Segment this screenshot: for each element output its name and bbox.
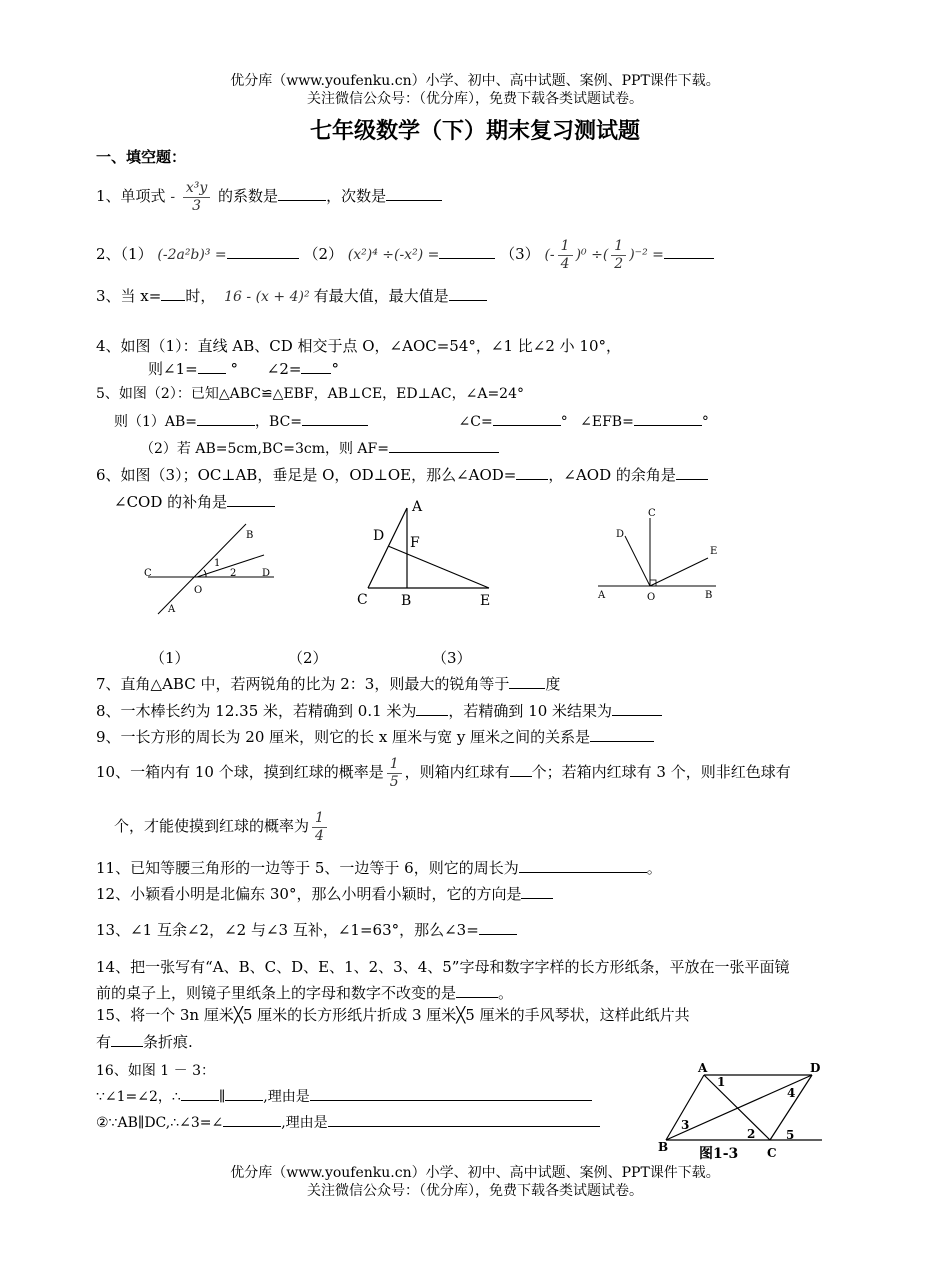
figure-2 [350,496,500,608]
section-heading: 一、填空题： [96,148,187,166]
q6-text-2: ∠COD 的补角是 [114,493,228,511]
q16-blank-1[interactable] [181,1086,219,1101]
q11-text-b: 。 [646,859,662,877]
q10-f1-den: 5 [389,773,399,790]
q6-blank-1[interactable] [516,465,548,480]
q2-blank-1[interactable] [227,244,299,259]
figure-caption-3: （3） [432,649,472,667]
q15-text-b: 条折痕. [143,1033,193,1051]
q16-text-b: ∥ [218,1089,226,1105]
fig1-label-d: D [262,568,271,579]
question-3 [96,286,487,307]
q2-f1-den: 4 [560,255,570,272]
q14-text-b: 。 [498,984,514,1002]
q7-text-b: 度 [545,675,561,693]
figure-1-3 [654,1058,826,1162]
q2-part2-label: （2） [303,245,343,263]
q3-text-c: 有最大值，最大值是 [313,287,449,305]
fig3-label-a: A [598,590,606,601]
q5-deg-efb: ° [701,414,709,430]
question-7 [96,674,560,694]
fig3-label-o: O [647,592,656,603]
q2-expr-3c: )⁻² = [629,247,664,263]
fig3-ray-oe [650,558,708,586]
figure-1 [140,518,280,618]
q2-f2-num: 1 [611,238,626,256]
q13-text: 13、∠1 互余∠2，∠2 与∠3 互补，∠1=63°，那么∠3= [96,921,479,939]
q1-number: 1、单项式 [96,187,166,205]
q7-text-a: 7、直角△ABC 中，若两锐角的比为 2：3，则最大的锐角等于 [96,675,510,693]
question-4-line-1: 4、如图（1）：直线 AB、CD 相交于点 O，∠AOC=54°，∠1 比∠2 小 10°， [96,337,621,355]
fig2-label-d: D [373,528,385,544]
question-15-line-2 [96,1032,193,1052]
q3-text-a: 3、当 x= [96,287,162,305]
fig2-label-f: F [410,535,420,551]
q2-blank-2[interactable] [439,244,495,259]
header-line-1: 优分库（www.youfenku.cn）小学、初中、高中试题、案例、PPT课件下载。 [230,73,720,89]
q10-text-b: ，则箱内红球有 [404,763,510,781]
question-4-line-2 [148,359,339,379]
question-9 [96,727,654,747]
q5-blank-efb[interactable] [634,411,702,426]
q1-denominator: 3 [192,197,202,214]
footer-line-1: 优分库（www.youfenku.cn）小学、初中、高中试题、案例、PPT课件下载。 [230,1165,720,1181]
q1-minus: - [170,189,176,205]
q10-text-c: 个；若箱内红球有 3 个，则非红色球有 [531,763,791,781]
fig13-label-5: 5 [786,1128,795,1142]
q10-text-a: 10、一箱内有 10 个球，摸到红球的概率是 [96,763,384,781]
q4-deg-2: ° [331,360,339,378]
fig1-label-o: O [194,585,203,596]
q16-blank-reason-2[interactable] [328,1112,600,1127]
page-title: 七年级数学（下）期末复习测试题 [309,118,640,144]
fig2-label-b: B [401,593,412,608]
q10-f2-num: 1 [312,810,327,828]
q4-blank-1[interactable] [198,359,226,374]
question-11 [96,858,662,878]
q7-blank[interactable] [509,674,545,689]
q15-blank[interactable] [111,1032,143,1047]
q5-text-b: ，BC= [255,414,303,430]
question-8 [96,701,662,721]
fig13-label-b: B [658,1140,669,1154]
q10-f1-num: 1 [387,756,402,774]
q10-fraction-1 [387,756,402,791]
header-line-2: 关注微信公众号：（优分库），免费下载各类试题试卷。 [307,91,643,107]
fig2-label-a: A [412,499,423,515]
question-10-line-2 [114,806,330,846]
q1-numerator: x³y [183,180,210,198]
q2-f2-den: 2 [614,255,624,272]
q5-blank-ab[interactable] [197,411,255,426]
q2-expr-3a: (- [544,247,555,263]
question-1 [96,176,442,217]
q12-blank[interactable] [521,884,553,899]
question-2 [96,236,714,273]
q12-text: 12、小颖看小明是北偏东 30°，那么小明看小颖时，它的方向是 [96,885,522,903]
question-10-line-1 [96,752,791,792]
q4-text-b: ∠2= [266,360,302,378]
fig3-label-c: C [648,508,656,519]
q1-blank-1[interactable] [278,186,326,201]
q8-blank-2[interactable] [612,701,662,716]
question-13 [96,920,517,940]
question-5-line-1: 5、如图（2）：已知△ABC≌△EBF，AB⊥CE，ED⊥AC，∠A=24° [96,386,524,402]
question-12 [96,884,553,904]
fig1-label-a: A [168,604,176,615]
q16-text-e: ,理由是 [281,1115,328,1131]
footer-line-2: 关注微信公众号：（优分库），免费下载各类试题试卷。 [307,1183,643,1199]
figure-caption-1: （1） [150,649,190,667]
q5-text-a: 则（1）AB= [114,414,198,430]
q2-expr-3b: )⁰ ÷( [575,247,609,263]
fig3-label-e: E [710,546,718,557]
question-16-line-1: 16、如图 1 － 3： [96,1063,215,1079]
question-14-line-2 [96,983,513,1003]
fig1-label-b: B [246,530,254,541]
fig13-label-1: 1 [717,1075,726,1089]
fig3-label-b: B [705,590,713,601]
fig13-label-4: 4 [787,1086,796,1100]
q2-part3-label: （3） [500,245,540,263]
fig13-label-d: D [810,1061,821,1075]
figure-3 [592,504,722,604]
q5-blank-af[interactable] [389,438,499,453]
q16-text-a: ∵∠1=∠2，∴ [96,1089,181,1105]
q11-text-a: 11、已知等腰三角形的一边等于 5、一边等于 6，则它的周长为 [96,859,519,877]
q6-text-b: ，∠AOD 的余角是 [548,466,676,484]
q15-text-a: 有 [96,1033,112,1051]
q2-fraction-1 [558,238,573,273]
question-16-line-2 [96,1086,592,1107]
q13-blank[interactable] [479,920,517,935]
q10-text-d: 个，才能使摸到红球的概率为 [114,817,310,835]
q9-blank[interactable] [590,727,654,742]
fig3-label-d: D [616,529,625,540]
question-15-line-1: 15、将一个 3n 厘米╳5 厘米的长方形纸片折成 3 厘米╳5 厘米的手风琴状，这样此纸片共 [96,1006,690,1024]
q5-deg-c: ° [560,414,568,430]
q2-blank-3[interactable] [664,244,714,259]
fig2-label-e: E [480,593,491,608]
q5-blank-bc[interactable] [302,411,368,426]
fig13-label-2: 2 [747,1127,756,1141]
fig1-label-1: 1 [214,558,221,569]
q8-blank-1[interactable] [416,701,448,716]
q1-text-2: ，次数是 [326,187,387,205]
fig13-label-3: 3 [681,1118,690,1132]
q5-blank-c[interactable] [493,411,561,426]
q8-text-b: ，若精确到 10 米结果为 [448,702,613,720]
fig1-label-2: 2 [230,568,237,579]
q3-expression: 16 - (x + 4)² [224,289,310,305]
fig3-ray-od [625,536,650,586]
fig13-label-c: C [767,1146,777,1160]
q6-blank-2[interactable] [676,465,708,480]
question-16-line-3 [96,1112,600,1133]
q16-blank-reason-1[interactable] [310,1086,592,1101]
q10-fraction-2 [312,810,327,845]
fig2-label-c: C [357,592,368,608]
q4-deg-1: ° [230,360,238,378]
fig1-angle-arc [204,570,206,577]
q2-part1-label: 2、（1） [96,245,153,263]
fig13-segment-ac [704,1075,770,1140]
fig13-label-a: A [698,1061,708,1075]
question-6-line-2 [114,492,275,512]
q1-blank-2[interactable] [386,186,442,201]
q9-text: 9、一长方形的周长为 20 厘米，则它的长 x 厘米与宽 y 厘米之间的关系是 [96,728,591,746]
q1-text: 的系数是 [218,187,279,205]
question-5-line-2 [114,411,709,432]
q10-blank-1[interactable] [510,762,532,777]
fig2-segment-de [388,546,489,588]
q3-blank-1[interactable] [161,286,185,301]
q11-blank[interactable] [519,858,647,873]
q1-fraction [183,180,210,215]
q14-blank[interactable] [456,983,498,998]
q16-blank-2[interactable] [225,1086,263,1101]
q10-f2-den: 4 [315,827,324,844]
question-14-line-1: 14、把一张写有“A、B、C、D、E、1、2、3、4、5”字母和数字字样的长方形纸条，平放在一张平面镜 [96,958,790,976]
q6-blank-3[interactable] [227,492,275,507]
question-6-line-1 [96,465,708,485]
fig2-segment-ac [368,508,407,588]
q2-fraction-2 [611,238,626,273]
fig13-caption: 图1-3 [699,1146,739,1162]
q4-blank-2[interactable] [301,359,331,374]
q16-text-d: ②∵AB∥DC,∴∠3=∠ [96,1115,224,1131]
q5-text-e: ∠EFB= [580,414,634,430]
q4-text-a: 则∠1= [148,360,198,378]
q14-text-a: 前的桌子上，则镜子里纸条上的字母和数字不改变的是 [96,984,457,1002]
q6-text-a: 6、如图（3）；OC⊥AB，垂足是 O，OD⊥OE，那么∠AOD= [96,466,517,484]
q2-expr-2: (x²)⁴ ÷(-x²) = [347,247,440,263]
q3-blank-2[interactable] [449,286,487,301]
q2-expr-1: (-2a²b)³ = [157,247,227,263]
figure-caption-2: （2） [288,649,328,667]
q16-blank-3[interactable] [223,1112,281,1127]
q2-f1-num: 1 [558,238,573,256]
q5-text-3: （2）若 AB=5cm,BC=3cm，则 AF= [140,441,389,457]
q3-text-b: 时， [185,287,216,305]
fig1-label-c: C [144,568,152,579]
q8-text-a: 8、一木棒长约为 12.35 米，若精确到 0.1 米为 [96,702,417,720]
question-5-line-3 [140,438,499,459]
q16-text-c: ,理由是 [263,1089,310,1105]
q5-text-c: ∠C= [458,414,493,430]
